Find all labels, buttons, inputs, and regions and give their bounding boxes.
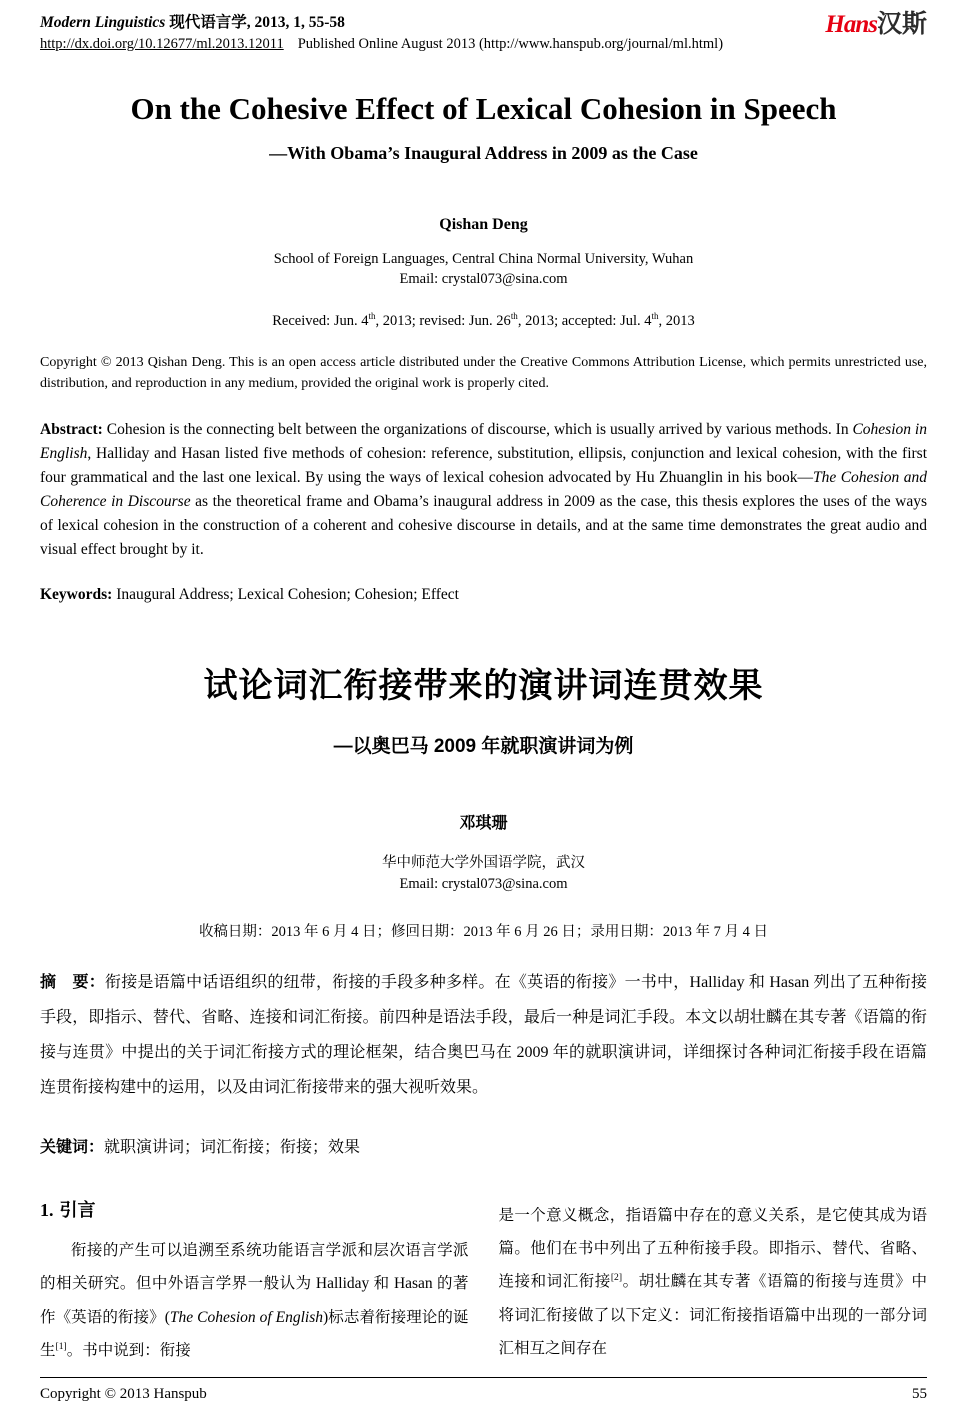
abstract-book-title: The Cohesion and Coherence in Discourse	[40, 469, 927, 511]
abstract-zh-text: 衔接是语篇中话语组织的纽带，衔接的手段多种多样。在《英语的衔接》一书中，Halliday 和 Hasan 列出了五种衔接手段，即指示、替代、省略、连接和词汇衔接。前四种是语法手段，最后一种是词汇手段。本文以胡壮麟在其专著《语篇的衔接与连贯》中提出的关于词汇衔接方式的理论框架，结合奥巴马在 2009 年的就职演讲词，详细探讨各种词汇衔接手段在语篇连贯衔接构建中的运用，以及由词汇衔接带来的强大视听效果。	[40, 973, 927, 1097]
body-paragraph-left	[40, 1234, 469, 1367]
dates-line-en	[40, 313, 927, 330]
journal-name: Modern Linguistics	[40, 14, 166, 31]
keywords-zh-label: 关键词：	[40, 1138, 105, 1156]
keywords-label: Keywords:	[40, 586, 113, 604]
keywords-zh	[40, 1134, 927, 1157]
ordinal-sup: th	[368, 311, 376, 322]
accepted-text: , 2013; accepted: Jul. 4	[517, 313, 652, 330]
ordinal-sup: th	[651, 311, 659, 322]
license-paragraph: Copyright © 2013 Qishan Deng. This is an open access article distributed under the Creative Commons Attribution License, which permits unrestricted use, distribution, and reproduction in any medium, provided the original work is properly cited.	[40, 355, 927, 392]
page-footer	[40, 1377, 927, 1403]
affiliation-en-line: School of Foreign Languages, Central China Normal University, Wuhan	[273, 251, 694, 267]
journal-header	[40, 10, 927, 53]
abstract-text: , Halliday and Hasan listed five methods of cohesion: reference, substitution, ellipsis, conjunction and lexical cohesion, with the first four grammatical and the last one lexical. By using the ways of lexical cohesion advocated by Hu Zhuanglin in his book—	[40, 445, 927, 487]
body-text: )标志着衔接理论的诞生	[40, 1308, 469, 1359]
hanspub-logo	[825, 12, 927, 37]
keywords-en	[40, 586, 927, 604]
section-1-number: 1.	[40, 1199, 54, 1220]
journal-title-line	[40, 10, 723, 32]
affiliation-zh	[40, 853, 927, 894]
author-email-zh: Email: crystal073@sina.com	[399, 875, 568, 892]
page-number: 55	[912, 1386, 927, 1402]
author-name-en: Qishan Deng	[439, 216, 528, 233]
paper-title-en: On the Cohesive Effect of Lexical Cohesion in Speech	[130, 91, 837, 126]
paper-subtitle-en: —With Obama’s Inaugural Address in 2009 as the Case	[269, 143, 698, 163]
published-online-text: Published Online August 2013 (http://www.hanspub.org/journal/ml.html)	[297, 36, 724, 52]
dates-year-text: , 2013	[658, 313, 695, 330]
abstract-text: as the theoretical frame and Obama’s inaugural address in 2009 as the case, this thesis explores the uses of the ways of lexical cohesion in the construction of a coherent and cohesive discourse in details, and at the same time demonstrates the great audio and visual effect brought by it.	[40, 493, 927, 559]
author-email: Email: crystal073@sina.com	[399, 270, 568, 287]
hanspub-logo-en: Hans	[825, 11, 877, 38]
body-text: 衔接的产生可以追溯至系统功能语言学派和层次语言学派的相关研究。但中外语言学界一般认为 Halliday 和 Hasan 的著作《英语的衔接》(	[40, 1241, 469, 1326]
footer-copyright: Copyright © 2013 Hanspub	[40, 1386, 207, 1402]
citation-ref: [2]	[610, 1272, 623, 1284]
body-text: 是一个意义概念，指语篇中存在的意义关系，是它使其成为语篇。他们在书中列出了五种衔接手段。即指示、替代、省略、连接和词汇衔接	[498, 1206, 927, 1291]
section-1-title: 引言	[59, 1199, 96, 1220]
citation-ref: [1]	[55, 1340, 67, 1352]
affiliation-zh-line: 华中师范大学外国语学院，武汉	[382, 855, 585, 872]
affiliation-en	[40, 250, 927, 289]
body-text: 。胡壮麟在其专著《语篇的衔接与连贯》中将词汇衔接做了以下定义：词汇衔接指语篇中出现的一部分词汇相互之间存在	[498, 1273, 927, 1357]
revised-text: , 2013; revised: Jun. 26	[375, 313, 511, 330]
hanspub-logo-cn: 汉斯	[876, 10, 927, 38]
body-paragraph-right	[499, 1199, 928, 1366]
abstract-zh-label: 摘 要：	[40, 973, 105, 991]
body-book-title: The Cohesion of English	[169, 1308, 324, 1326]
doi-link[interactable]: http://dx.doi.org/10.12677/ml.2013.12011	[40, 36, 284, 52]
column-left	[40, 1199, 469, 1368]
journal-info	[40, 10, 723, 53]
abstract-zh	[40, 965, 927, 1106]
ordinal-sup: th	[510, 311, 518, 322]
body-text: 。书中说到：衔接	[66, 1341, 191, 1359]
author-name-zh: 邓琪珊	[459, 815, 508, 833]
body-columns	[40, 1199, 927, 1368]
abstract-en	[40, 418, 927, 562]
dates-line-zh: 收稿日期：2013 年 6 月 4 日；修回日期：2013 年 6 月 26 日；录用日期：2013 年 7 月 4 日	[198, 923, 769, 940]
received-text: Received: Jun. 4	[272, 313, 369, 330]
doi-line	[40, 36, 723, 53]
journal-issue-info: 现代语言学, 2013, 1, 55-58	[165, 14, 345, 31]
abstract-book-title: Cohesion in English	[40, 421, 927, 463]
paper-title-zh: 试论词汇衔接带来的演讲词连贯效果	[203, 667, 764, 706]
paper-subtitle-zh: —以奥巴马 2009 年就职演讲词为例	[333, 736, 634, 758]
keywords-text: Inaugural Address; Lexical Cohesion; Cohesion; Effect	[112, 586, 459, 604]
abstract-text: Cohesion is the connecting belt between the organizations of discourse, which is usually arrived by various methods. In	[102, 421, 853, 439]
column-right	[499, 1199, 928, 1368]
abstract-label: Abstract:	[40, 421, 103, 439]
section-1-heading	[40, 1199, 469, 1222]
keywords-zh-text: 就职演讲词；词汇衔接；衔接；效果	[104, 1138, 361, 1156]
